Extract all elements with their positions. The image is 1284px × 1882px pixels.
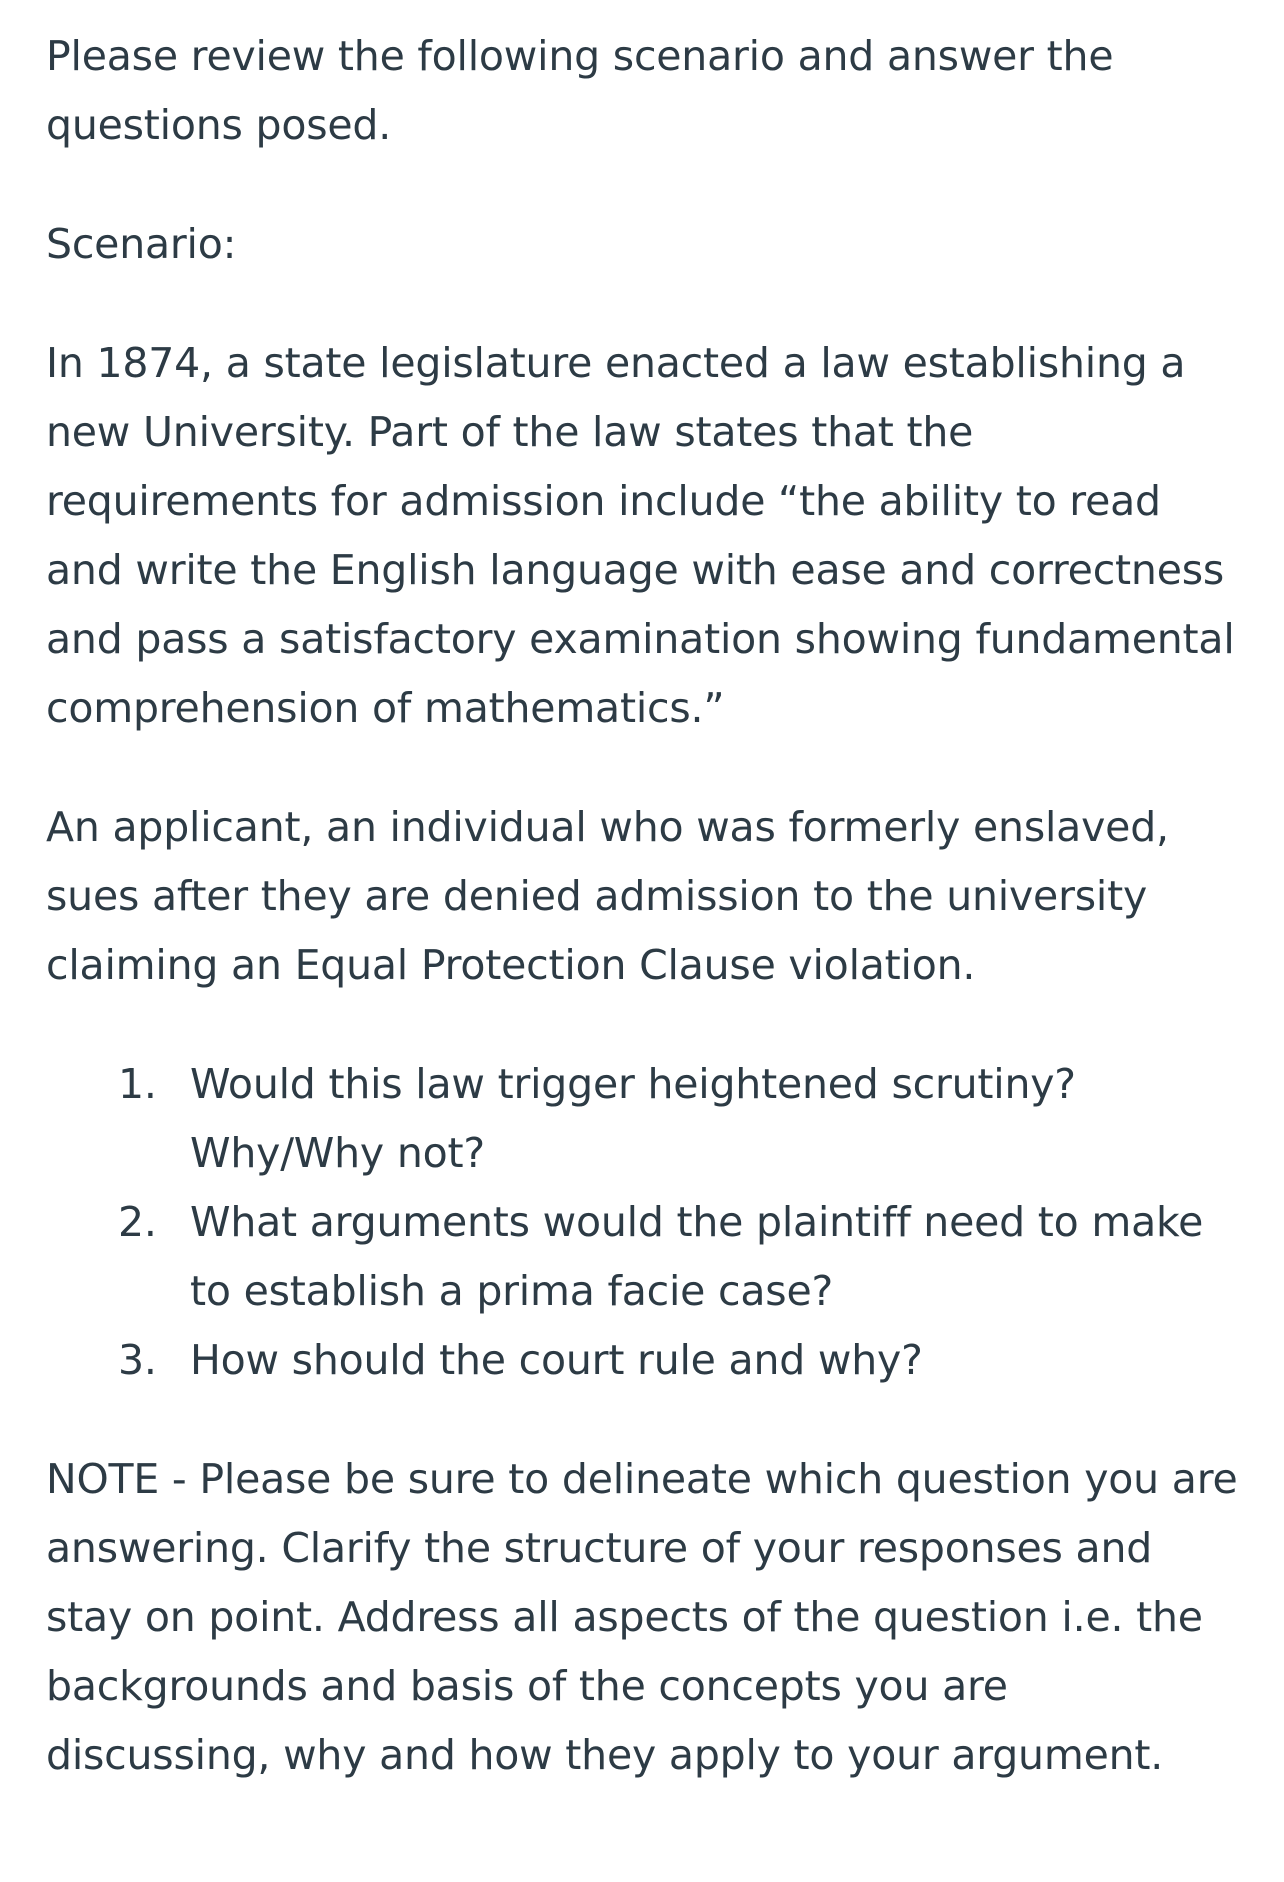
list-item <box>118 1188 1238 1326</box>
note-text: NOTE - Please be sure to delineate which question you are answering. Clarify the structure of your responses and stay on point. Address all aspects of the question i.e. the backgrounds and basis of the concepts you are discussing, why and how they apply to your argument. <box>46 1455 1238 1779</box>
spacer <box>46 160 1238 210</box>
question-text: Would this law trigger heightened scrutiny? Why/Why not? <box>190 1060 1076 1177</box>
question-number: 2. <box>118 1198 157 1246</box>
spacer <box>46 1000 1238 1050</box>
question-number: 3. <box>118 1336 157 1384</box>
scenario-paragraph-2: An applicant, an individual who was formerly enslaved, sues after they are denied admission to the university claiming an Equal Protection Clause violation. <box>46 803 1169 989</box>
question-number: 1. <box>118 1060 157 1108</box>
intro-text: Please review the following scenario and answer the questions posed. <box>46 32 1114 149</box>
spacer <box>46 743 1238 793</box>
list-item <box>118 1050 1238 1188</box>
question-text: How should the court rule and why? <box>190 1336 923 1384</box>
list-item <box>118 1326 1238 1395</box>
spacer <box>46 279 1238 329</box>
scenario-paragraph-1: In 1874, a state legislature enacted a law establishing a new University. Part of the law states that the requirements for admission include “the ability to read and write the English language with ease and correctness and pass a satisfactory examination showing fundamental comprehension of mathematics.” <box>46 339 1235 732</box>
question-text: What arguments would the plaintiff need to make to establish a prima facie case? <box>190 1198 1204 1315</box>
scenario-label: Scenario: <box>46 220 237 268</box>
spacer <box>46 1395 1238 1445</box>
question-list <box>46 1050 1238 1395</box>
